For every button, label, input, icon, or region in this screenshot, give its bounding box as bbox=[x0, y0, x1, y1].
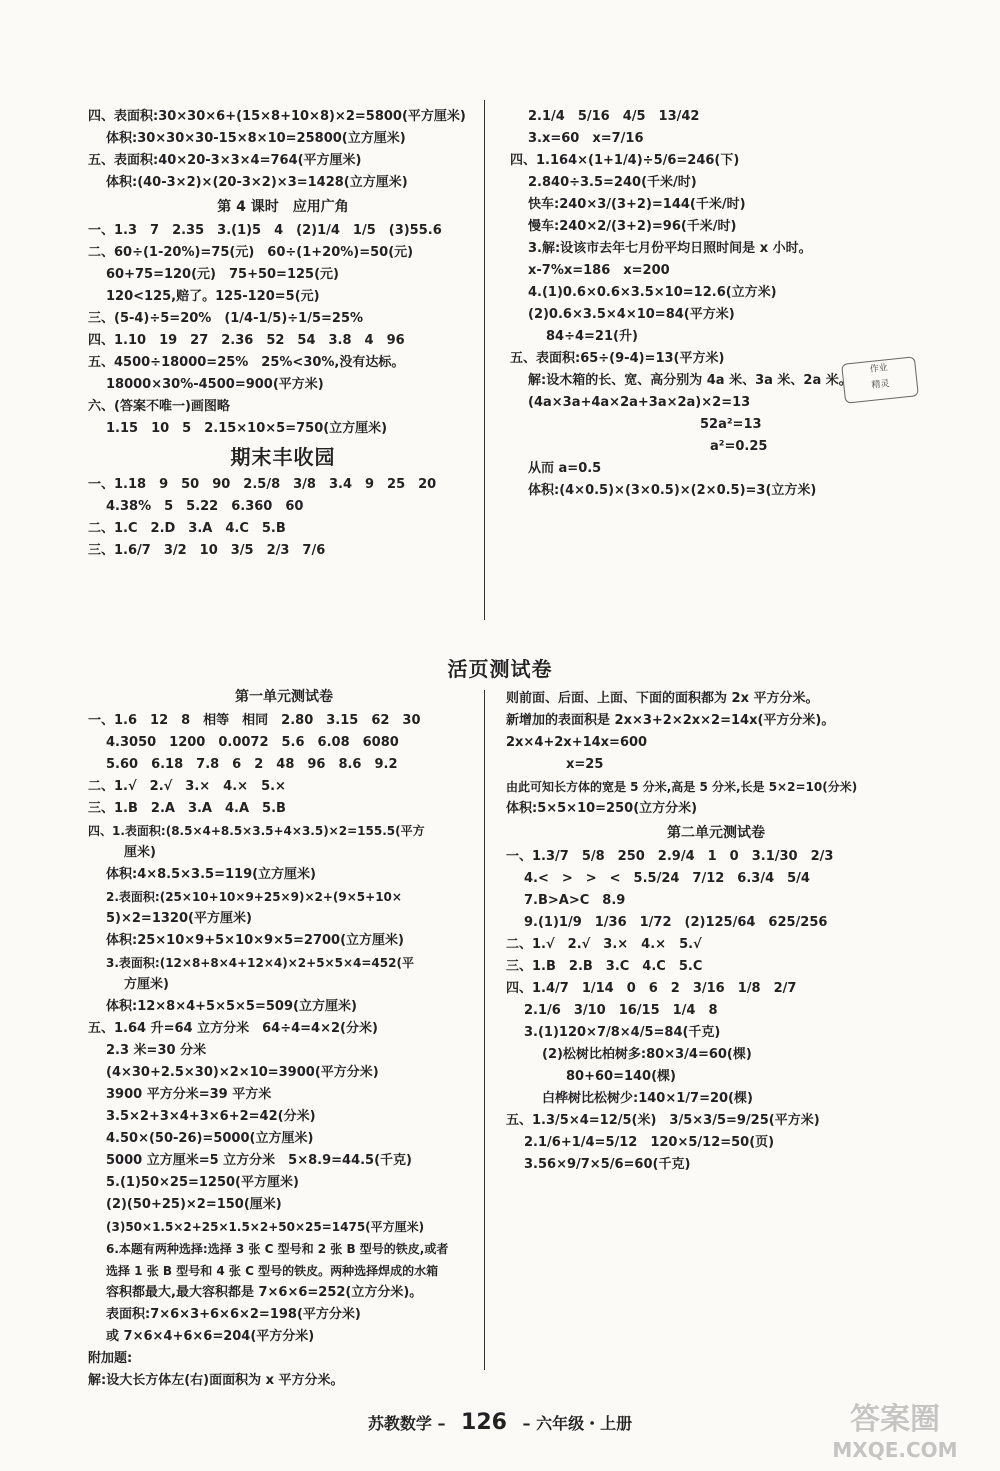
text-line: 2.表面积:(25×10+10×9+25×9)×2+(9×5+10× bbox=[106, 890, 402, 904]
text-line: 60+75=120(元) 75+50=125(元) bbox=[106, 267, 339, 282]
text-line: (4×30+2.5×30)×2×10=3900(平方分米) bbox=[106, 1065, 379, 1080]
text-line: x-7%x=186 x=200 bbox=[528, 263, 670, 278]
text-line: 52a²=13 bbox=[700, 417, 762, 432]
text-line: 9.(1)1/9 1/36 1/72 (2)125/64 625/256 bbox=[524, 915, 828, 930]
text-line: 5.60 6.18 7.8 6 2 48 96 8.6 9.2 bbox=[106, 757, 398, 772]
text-line: 2.1/6 3/10 16/15 1/4 8 bbox=[524, 1003, 718, 1018]
text-line: 表面积:7×6×3+6×6×2=198(平方分米) bbox=[106, 1307, 361, 1322]
text-line: (2)(50+25)×2=150(厘米) bbox=[106, 1197, 282, 1212]
text-line: (4a×3a+4a×2a+3a×2a)×2=13 bbox=[528, 395, 751, 410]
text-line: 18000×30%-4500=900(平方米) bbox=[106, 377, 324, 392]
text-line: 一、1.6 12 8 相等 相同 2.80 3.15 62 30 bbox=[88, 713, 421, 728]
column-divider bbox=[484, 690, 485, 1370]
text-line: 新增加的表面积是 2x×3+2×2x×2=14x(平方分米)。 bbox=[506, 713, 835, 728]
text-line: 五、1.3/5×4=12/5(米) 3/5×3/5=9/25(平方米) bbox=[506, 1113, 820, 1128]
watermark-bottom: MXQE.COM bbox=[832, 1438, 958, 1462]
text-line: 3.5×2+3×4+3×6+2=42(分米) bbox=[106, 1109, 316, 1124]
sticker-text: 精灵 bbox=[871, 379, 890, 391]
text-line: 快车:240×3/(3+2)=144(千米/时) bbox=[528, 197, 746, 212]
text-line: 2.840÷3.5=240(千米/时) bbox=[528, 175, 697, 190]
text-line: 体积:12×8×4+5×5×5=509(立方厘米) bbox=[106, 999, 357, 1014]
text-line: a²=0.25 bbox=[710, 439, 768, 454]
unit1-title: 第一单元测试卷 bbox=[235, 689, 333, 705]
text-line: 3.x=60 x=7/16 bbox=[528, 131, 644, 146]
unit2-title: 第二单元测试卷 bbox=[667, 825, 765, 841]
text-line: 二、60÷(1-20%)=75(元) 60÷(1+20%)=50(元) bbox=[88, 245, 414, 260]
unit1-column bbox=[88, 684, 480, 1392]
text-line: 一、1.3/7 5/8 250 2.9/4 1 0 3.1/30 2/3 bbox=[506, 849, 834, 864]
section-header bbox=[0, 652, 1000, 686]
sticker-text: 作业 bbox=[869, 363, 889, 375]
text-line: 由此可知长方体的宽是 5 分米,高是 5 分米,长是 5×2=10(分米) bbox=[506, 780, 858, 794]
footer-grade: 六年级・上册 bbox=[536, 1414, 633, 1433]
text-line: 四、1.164×(1+1/4)÷5/6=246(下) bbox=[510, 153, 740, 168]
text-line: 五、4500÷18000=25% 25%<30%,没有达标。 bbox=[88, 355, 405, 370]
lesson4-title: 第 4 课时 应用广角 bbox=[217, 199, 349, 215]
text-line: 体积:5×5×10=250(立方分米) bbox=[506, 801, 698, 816]
page-footer: 苏教数学 – 126 – 六年级・上册 bbox=[367, 1410, 633, 1435]
text-line: 选择 1 张 B 型号和 4 张 C 型号的铁皮。两种选择焊成的水箱 bbox=[106, 1264, 439, 1278]
watermark-top: 答案圈 bbox=[850, 1402, 940, 1437]
text-line: 解:设木箱的长、宽、高分别为 4a 米、3a 米、2a 米。 bbox=[528, 373, 852, 388]
text-line: (2)松树比柏树多:80×3/4=60(棵) bbox=[542, 1047, 752, 1062]
text-line: 慢车:240×2/(3+2)=96(千米/时) bbox=[528, 219, 737, 234]
text-line: 5.(1)50×25=1250(平方厘米) bbox=[106, 1175, 299, 1190]
text-line: 3.解:设该市去年七月份平均日照时间是 x 小时。 bbox=[528, 241, 812, 256]
text-line: 白桦树比松树少:140×1/7=20(棵) bbox=[542, 1091, 753, 1106]
text-line: 3.表面积:(12×8+8×4+12×4)×2+5×5×4=452(平 bbox=[106, 956, 414, 970]
text-line: 五、表面积:65÷(9-4)=13(平方米) bbox=[510, 351, 725, 366]
text-line: 从而 a=0.5 bbox=[528, 461, 602, 476]
text-line: 体积:30×30×30-15×8×10=25800(立方厘米) bbox=[106, 131, 406, 146]
text-line: 2.1/6+1/4=5/12 120×5/12=50(页) bbox=[524, 1135, 775, 1150]
text-line: 四、1.10 19 27 2.36 52 54 3.8 4 96 bbox=[88, 333, 405, 348]
text-line: (3)50×1.5×2+25×1.5×2+50×25=1475(平方厘米) bbox=[106, 1220, 425, 1234]
text-line: (2)0.6×3.5×4×10=84(平方米) bbox=[528, 307, 735, 322]
text-line: 5000 立方厘米=5 立方分米 5×8.9=44.5(千克) bbox=[106, 1153, 412, 1168]
text-line: 则前面、后面、上面、下面的面积都为 2x 平方分米。 bbox=[506, 691, 819, 706]
text-line: 二、1.C 2.D 3.A 4.C 5.B bbox=[88, 521, 286, 536]
text-line: 120<125,赔了。125-120=5(元) bbox=[106, 289, 320, 304]
top-left-column bbox=[88, 106, 478, 562]
text-line: 3.(1)120×7/8×4/5=84(千克) bbox=[524, 1025, 721, 1040]
homework-sticker bbox=[841, 356, 919, 404]
text-line: 附加题: bbox=[88, 1351, 133, 1366]
text-line: 体积:25×10×9+5×10×9×5=2700(立方厘米) bbox=[106, 933, 404, 948]
text-line: 一、1.18 9 50 90 2.5/8 3/8 3.4 9 25 20 bbox=[88, 477, 437, 492]
text-line: 2.3 米=30 分米 bbox=[106, 1043, 207, 1058]
text-line: 容积都最大,最大容积都是 7×6×6=252(立方分米)。 bbox=[106, 1285, 423, 1300]
text-line: 4.50×(50-26)=5000(立方厘米) bbox=[106, 1131, 314, 1146]
text-line: 六、(答案不唯一)画图略 bbox=[88, 399, 230, 414]
text-line: 4.(1)0.6×0.6×3.5×10=12.6(立方米) bbox=[528, 285, 777, 300]
text-line: 二、1.√ 2.√ 3.× 4.× 5.× bbox=[88, 779, 286, 794]
text-line: 4.38% 5 5.22 6.360 60 bbox=[106, 499, 304, 514]
page-number: 126 bbox=[461, 1410, 507, 1435]
text-line: 80+60=140(棵) bbox=[566, 1069, 676, 1084]
text-line: 或 7×6×4+6×6=204(平方分米) bbox=[106, 1329, 315, 1344]
text-line: 四、表面积:30×30×6+(15×8+10×8)×2=5800(平方厘米) bbox=[88, 109, 466, 124]
text-line: 解:设大长方体左(右)面面积为 x 平方分米。 bbox=[88, 1373, 344, 1388]
text-line: x=25 bbox=[566, 757, 604, 772]
text-line: 84÷4=21(升) bbox=[546, 329, 638, 344]
text-line: 1.15 10 5 2.15×10×5=750(立方厘米) bbox=[106, 421, 388, 436]
text-line: 方厘米) bbox=[124, 977, 169, 992]
section-title: 活页测试卷 bbox=[447, 657, 553, 681]
text-line: 3.56×9/7×5/6=60(千克) bbox=[524, 1157, 691, 1172]
column-divider bbox=[484, 100, 485, 620]
text-line: 体积:(40-3×2)×(20-3×2)×3=1428(立方厘米) bbox=[106, 175, 408, 190]
text-line: 2.1/4 5/16 4/5 13/42 bbox=[528, 109, 700, 124]
text-line: 体积:4×8.5×3.5=119(立方厘米) bbox=[106, 867, 316, 882]
text-line: 7.B>A>C 8.9 bbox=[524, 893, 626, 908]
text-line: 5)×2=1320(平方厘米) bbox=[106, 911, 252, 926]
text-line: 体积:(4×0.5)×(3×0.5)×(2×0.5)=3(立方米) bbox=[528, 483, 817, 498]
footer-subject: 苏教数学 bbox=[367, 1414, 432, 1433]
top-right-column bbox=[510, 106, 930, 502]
text-line: 3900 平方分米=39 平方米 bbox=[106, 1087, 272, 1102]
text-line: 6.本题有两种选择:选择 3 张 C 型号和 2 张 B 型号的铁皮,或者 bbox=[106, 1242, 449, 1256]
text-line: 三、1.6/7 3/2 10 3/5 2/3 7/6 bbox=[88, 543, 326, 558]
text-line: 四、1.4/7 1/14 0 6 2 3/16 1/8 2/7 bbox=[506, 981, 797, 996]
unit2-column bbox=[506, 688, 926, 1176]
text-line: 4.3050 1200 0.0072 5.6 6.08 6080 bbox=[106, 735, 399, 750]
text-line: 三、(5-4)÷5=20% (1/4-1/5)÷1/5=25% bbox=[88, 311, 364, 326]
text-line: 三、1.B 2.A 3.A 4.A 5.B bbox=[88, 801, 286, 816]
text-line: 一、1.3 7 2.35 3.(1)5 4 (2)1/4 1/5 (3)55.6 bbox=[88, 223, 442, 238]
text-line: 五、1.64 升=64 立方分米 64÷4=4×2(分米) bbox=[88, 1021, 378, 1036]
text-line: 4.< > > < 5.5/24 7/12 6.3/4 5/4 bbox=[524, 871, 810, 886]
text-line: 三、1.B 2.B 3.C 4.C 5.C bbox=[506, 959, 703, 974]
text-line: 2x×4+2x+14x=600 bbox=[506, 735, 648, 750]
text-line: 四、1.表面积:(8.5×4+8.5×3.5+4×3.5)×2=155.5(平方 bbox=[88, 824, 425, 838]
text-line: 二、1.√ 2.√ 3.× 4.× 5.√ bbox=[506, 937, 702, 952]
watermark-logo bbox=[800, 1395, 990, 1465]
text-line: 厘米) bbox=[124, 845, 156, 860]
text-line: 五、表面积:40×20-3×3×4=764(平方厘米) bbox=[88, 153, 362, 168]
final-title: 期末丰收园 bbox=[230, 445, 336, 469]
